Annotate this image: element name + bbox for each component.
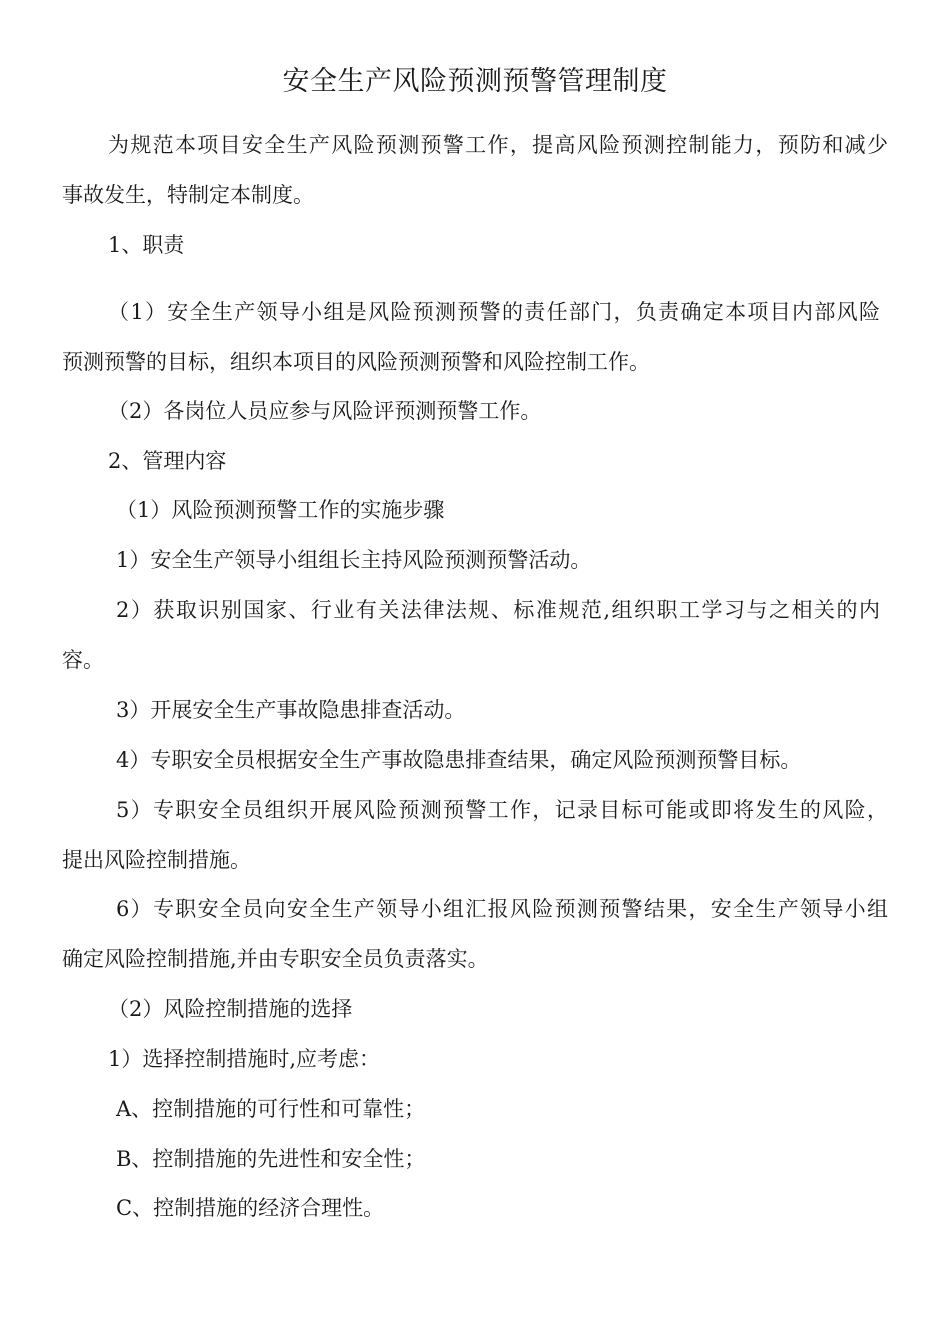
list-item: 3）开展安全生产事故隐患排查活动。 — [116, 698, 466, 722]
list-item: 1）选择控制措施时,应考虑： — [108, 1047, 381, 1071]
list-item: 4）专职安全员根据安全生产事故隐患排查结果，确定风险预测预警目标。 — [116, 748, 802, 772]
list-item: 2）获取识别国家、行业有关法律法规、标准规范,组织职工学习与之相关的内 — [116, 598, 880, 622]
paragraph-line: 事故发生，特制定本制度。 — [62, 183, 314, 207]
list-item-continuation: 提出风险控制措施。 — [62, 848, 251, 872]
list-item-continuation: 确定风险控制措施,并由专职安全员负责落实。 — [62, 947, 489, 971]
list-item-continuation: 容。 — [62, 648, 104, 672]
paragraph-line: （1）安全生产领导小组是风险预测预警的责任部门，负责确定本项目内部风险 — [108, 300, 880, 324]
section-heading: 1、职责 — [108, 233, 185, 257]
subsection-heading: （1）风险预测预警工作的实施步骤 — [116, 498, 445, 522]
list-item: 6）专职安全员向安全生产领导小组汇报风险预测预警结果，安全生产领导小组 — [116, 897, 888, 921]
subsection-heading: （2）风险控制措施的选择 — [108, 997, 353, 1021]
list-item: C、控制措施的经济合理性。 — [116, 1196, 385, 1220]
section-heading: 2、管理内容 — [108, 449, 227, 473]
list-item: B、控制措施的先进性和安全性； — [116, 1147, 426, 1171]
paragraph-line: （2）各岗位人员应参与风险评预测预警工作。 — [108, 399, 542, 423]
list-item: 1）安全生产领导小组组长主持风险预测预警活动。 — [116, 548, 592, 572]
list-item: 5）专职安全员组织开展风险预测预警工作，记录目标可能或即将发生的风险， — [116, 798, 888, 822]
paragraph-line: 预测预警的目标，组织本项目的风险预测预警和风险控制工作。 — [62, 350, 650, 374]
list-item: A、控制措施的可行性和可靠性； — [116, 1097, 426, 1121]
document-title: 安全生产风险预测预警管理制度 — [282, 66, 668, 97]
paragraph-line: 为规范本项目安全生产风险预测预警工作，提高风险预测控制能力，预防和减少 — [108, 133, 888, 157]
